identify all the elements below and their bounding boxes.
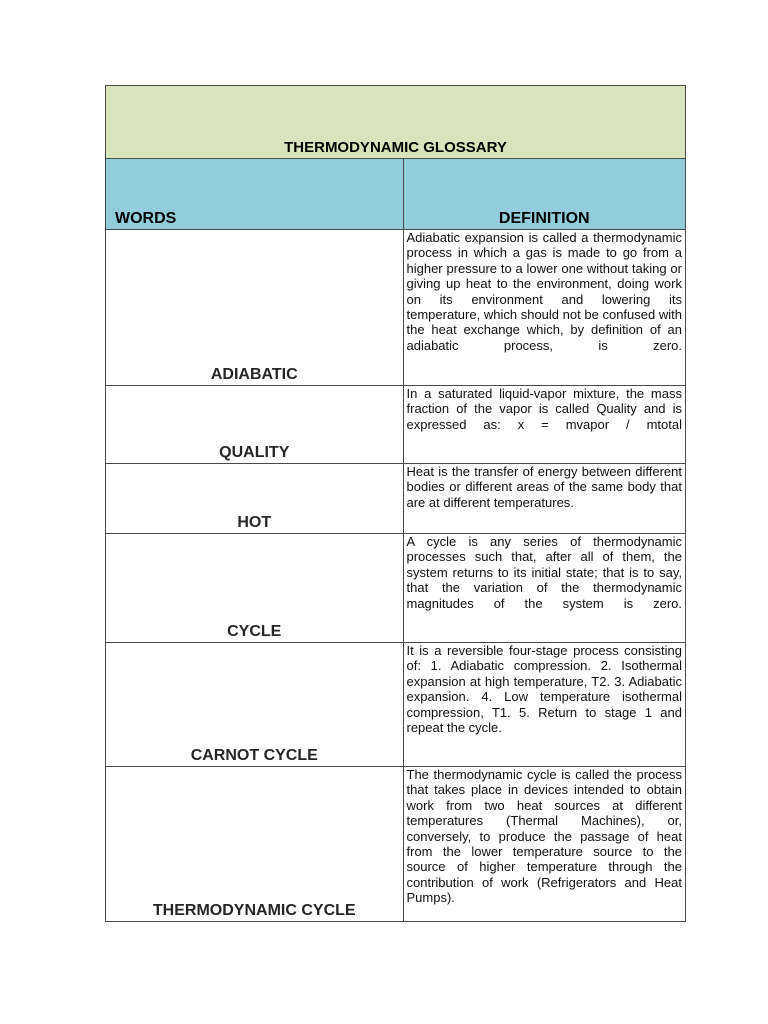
- definition-cell: A cycle is any series of thermodynamic processes such that, after all of them, the system returns to its initial state; that is to say, that the variation of the thermodynamic magnitudes of the system is zero.: [403, 534, 686, 643]
- glossary-row-thermodynamic-cycle: [106, 767, 686, 922]
- definition-cell: In a saturated liquid-vapor mixture, the mass fraction of the vapor is called Quality and is expressed as: x = mvapor / mtotal: [403, 386, 686, 464]
- words-column-header: WORDS: [106, 159, 404, 230]
- definition-cell: The thermodynamic cycle is called the process that takes place in devices intended to obtain work from two heat sources at different temperatures (Thermal Machines), or, conversely, to produce the passage of heat from the lower temperature source to the source of higher temperature through the contribution of work (Refrigerators and Heat Pumps).: [403, 767, 686, 922]
- definition-cell: Heat is the transfer of energy between different bodies or different areas of the same body that are at different temperatures.: [403, 464, 686, 534]
- definition-cell: It is a reversible four-stage process consisting of: 1. Adiabatic compression. 2. Isothermal expansion at high temperature, T2. 3. Adiabatic expansion. 4. Low temperature isothermal compression, T1. 5. Return to stage 1 and repeat the cycle.: [403, 643, 686, 767]
- glossary-table: [105, 85, 686, 922]
- header-row: [106, 159, 686, 230]
- term-cell: THERMODYNAMIC CYCLE: [106, 767, 404, 922]
- glossary-row-quality: [106, 386, 686, 464]
- term-cell: ADIABATIC: [106, 230, 404, 386]
- glossary-row-carnot-cycle: [106, 643, 686, 767]
- definition-cell: Adiabatic expansion is called a thermodynamic process in which a gas is made to go from a higher pressure to a lower one without taking or giving up heat to the environment, doing work on its environment and lowering its temperature, which should not be confused with the heat exchange which, by definition of an adiabatic process, is zero.: [403, 230, 686, 386]
- term-cell: CARNOT CYCLE: [106, 643, 404, 767]
- glossary-row-hot: [106, 464, 686, 534]
- term-cell: CYCLE: [106, 534, 404, 643]
- glossary-title: THERMODYNAMIC GLOSSARY: [106, 86, 686, 159]
- title-row: [106, 86, 686, 159]
- glossary-row-adiabatic: [106, 230, 686, 386]
- definition-column-header: DEFINITION: [403, 159, 686, 230]
- glossary-row-cycle: [106, 534, 686, 643]
- term-cell: QUALITY: [106, 386, 404, 464]
- term-cell: HOT: [106, 464, 404, 534]
